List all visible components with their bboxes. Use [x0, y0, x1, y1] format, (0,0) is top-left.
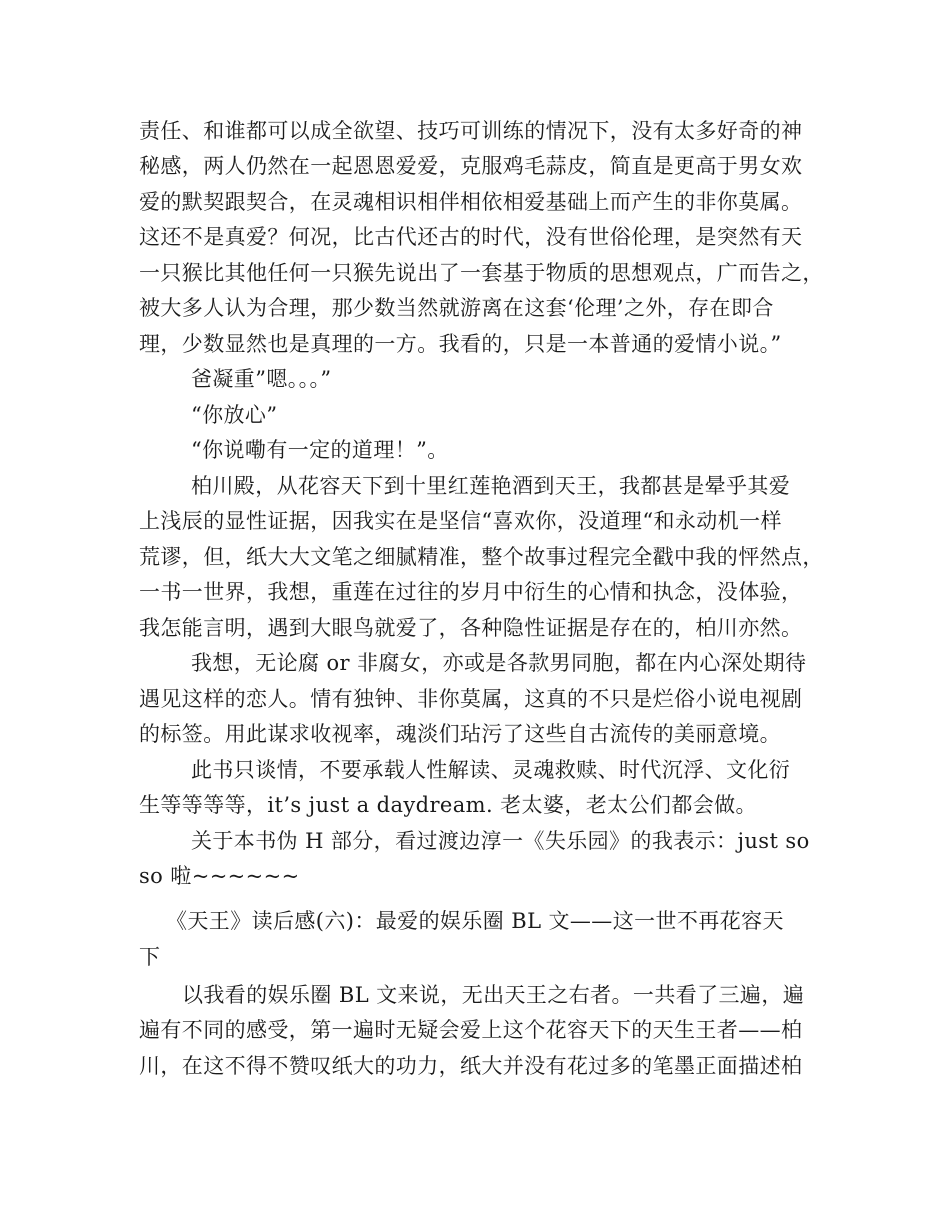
paragraph-first-line: 以我看的娱乐圈 BL 文来说，无出天王之右者。一共看了三遍，遍 — [182, 983, 805, 1007]
body-text-line: 的标签。用此谋求收视率，魂淡们玷污了这些自古流传的美丽意境。 — [139, 722, 781, 746]
body-text-line: 荒谬，但，纸大大文笔之细腻精准，整个故事过程完全戳中我的怦然点， — [139, 545, 824, 569]
body-text-line: so 啦~~~~~~ — [139, 864, 300, 888]
body-text-line: 理，少数显然也是真理的一方。我看的，只是一本普通的爱情小说。” — [139, 332, 782, 356]
dialogue-line: “你放心” — [191, 403, 278, 427]
body-text-line: 川，在这不得不赞叹纸大的功力，纸大并没有花过多的笔墨正面描述柏 — [139, 1054, 803, 1078]
paragraph-first-line: 柏川殿，从花容天下到十里红莲艳酒到天王，我都甚是晕乎其爱 — [191, 474, 791, 498]
body-text-line: 这还不是真爱？何况，比古代还古的时代，没有世俗伦理，是突然有天 — [139, 225, 803, 249]
body-text-line: 我怎能言明，遇到大眼鸟就爱了，各种隐性证据是存在的，柏川亦然。 — [139, 616, 803, 640]
paragraph-first-line: 此书只谈情，不要承载人性解读、灵魂救赎、时代沉浮、文化衍 — [191, 758, 791, 782]
body-text-line: 一只猴比其他任何一只猴先说出了一套基于物质的思想观点，广而告之， — [139, 261, 824, 285]
paragraph-first-line: 关于本书伪 H 部分，看过渡边淳一《失乐园》的我表示：just so — [191, 829, 810, 853]
dialogue-line: 爸凝重”嗯。。。” — [191, 367, 332, 391]
body-text-line: 爱的默契跟契合，在灵魂相识相伴相依相爱基础上而产生的非你莫属。 — [139, 190, 803, 214]
body-text-line: 遇见这样的恋人。情有独钟、非你莫属，这真的不只是烂俗小说电视剧 — [139, 687, 803, 711]
body-text-line: 上浅辰的显性证据，因我实在是坚信“喜欢你，没道理“和永动机一样 — [139, 509, 782, 533]
body-text-line: 责任、和谁都可以成全欲望、技巧可训练的情况下，没有太多好奇的神 — [139, 119, 803, 143]
body-text-line: 被大多人认为合理，那少数当然就游离在这套‘伦理’之外，存在即合 — [139, 296, 774, 320]
paragraph-first-line: 我想，无论腐 or 非腐女，亦或是各款男同胞，都在内心深处期待 — [191, 651, 807, 675]
body-text-line: 遍有不同的感受，第一遍时无疑会爱上这个花容天下的天生王者——柏 — [139, 1018, 803, 1042]
body-text-line: 生等等等等，it’s just a daydream. 老太婆，老太公们都会做。 — [139, 793, 757, 817]
section-heading-line: 下 — [139, 945, 161, 969]
body-text-line: 一书一世界，我想，重莲在过往的岁月中衍生的心情和执念，没体验， — [139, 580, 803, 604]
section-heading-line: 《天王》读后感(六)：最爱的娱乐圈 BL 文——这一世不再花容天 — [166, 909, 784, 933]
body-text-line: 秘感，两人仍然在一起恩恩爱爱，克服鸡毛蒜皮，简直是更高于男女欢 — [139, 154, 803, 178]
dialogue-line: “你说嘞有一定的道理！”。 — [191, 438, 449, 462]
